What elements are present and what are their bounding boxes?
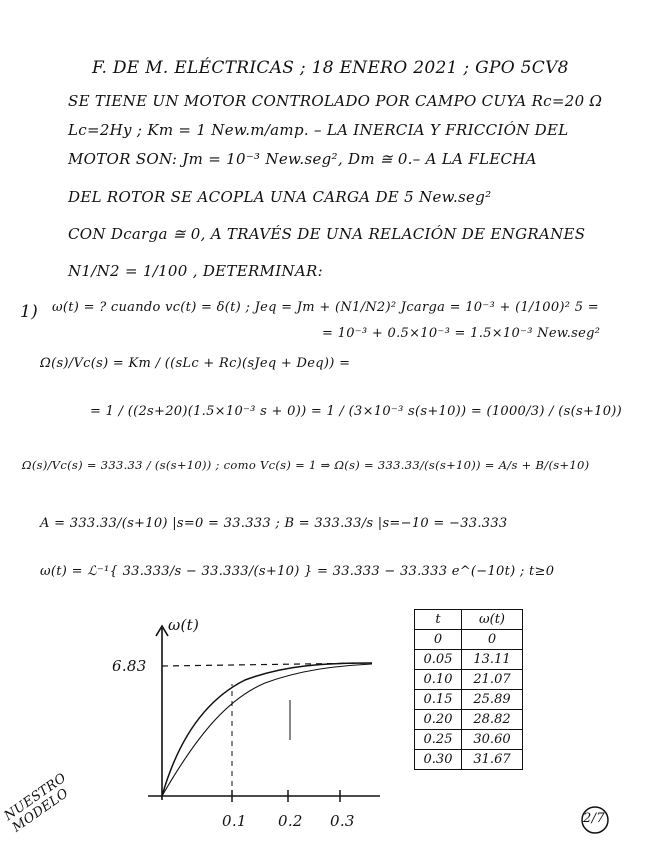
values-table bbox=[414, 609, 523, 770]
table-cell: 0.05 bbox=[415, 650, 462, 670]
margin-note: NUESTRO MODELO bbox=[1, 770, 72, 836]
table-row bbox=[415, 710, 523, 730]
table-header-cell: t bbox=[415, 610, 462, 630]
table-cell: 31.67 bbox=[462, 750, 523, 770]
statement-line: CON Dcarga ≅ 0, A TRAVÉS DE UNA RELACIÓN DE ENGRANES bbox=[68, 225, 586, 243]
page-title: F. DE M. ELÉCTRICAS ; 18 ENERO 2021 ; GPO 5CV8 bbox=[92, 58, 569, 78]
y-axis-label: ω(t) bbox=[168, 616, 200, 634]
table-cell: 21.07 bbox=[462, 670, 523, 690]
table-cell: 0.20 bbox=[415, 710, 462, 730]
statement-line: Lc=2Hy ; Km = 1 New.m/amp. – LA INERCIA Y FRICCIÓN DEL bbox=[68, 121, 569, 139]
table-cell: 0.25 bbox=[415, 730, 462, 750]
table-cell: 0.30 bbox=[415, 750, 462, 770]
table-row bbox=[415, 650, 523, 670]
table-row bbox=[415, 690, 523, 710]
y-marker-label: 6.83 bbox=[112, 657, 147, 675]
table-row bbox=[415, 750, 523, 770]
item-number: 1) bbox=[20, 302, 39, 322]
statement-line: N1/N2 = 1/100 , DETERMINAR: bbox=[68, 262, 323, 280]
solution-step: A = 333.33/(s+10) |s=0 = 33.333 ; B = 333.33/s |s=−10 = −33.333 bbox=[40, 516, 508, 531]
table-row bbox=[415, 670, 523, 690]
solution-step: ω(t) = ℒ⁻¹{ 33.333/s − 33.333/(s+10) } = 33.333 − 33.333 e^(−10t) ; t≥0 bbox=[40, 564, 555, 579]
table-row bbox=[415, 730, 523, 750]
solution-step: Ω(s)/Vc(s) = Km / ((sLc + Rc)(sJeq + Deq)) = bbox=[40, 356, 351, 371]
x-tick-label: 0.1 bbox=[222, 812, 247, 830]
table-cell: 0 bbox=[462, 630, 523, 650]
solution-step: = 1 / ((2s+20)(1.5×10⁻³ s + 0)) = 1 / (3×10⁻³ s(s+10)) = (1000/3) / (s(s+10)) bbox=[90, 404, 623, 419]
x-tick-label: 0.3 bbox=[330, 812, 355, 830]
solution-step: = 10⁻³ + 0.5×10⁻³ = 1.5×10⁻³ New.seg² bbox=[322, 326, 601, 341]
table-cell: 0.15 bbox=[415, 690, 462, 710]
solution-step: ω(t) = ? cuando vc(t) = δ(t) ; Jeq = Jm + (N1/N2)² Jcarga = 10⁻³ + (1/100)² 5 = bbox=[52, 300, 599, 315]
table-cell: 0.10 bbox=[415, 670, 462, 690]
x-tick-label: 0.2 bbox=[278, 812, 303, 830]
statement-line: SE TIENE UN MOTOR CONTROLADO POR CAMPO CUYA Rc=20 Ω bbox=[68, 92, 603, 110]
statement-line: MOTOR SON: Jm = 10⁻³ New.seg², Dm ≅ 0.– A LA FLECHA bbox=[68, 150, 537, 168]
table-cell: 0 bbox=[415, 630, 462, 650]
table-header-row bbox=[415, 610, 523, 630]
table-cell: 13.11 bbox=[462, 650, 523, 670]
page-number: 2/7 bbox=[583, 811, 605, 826]
table-cell: 25.89 bbox=[462, 690, 523, 710]
statement-line: DEL ROTOR SE ACOPLA UNA CARGA DE 5 New.seg² bbox=[68, 188, 492, 206]
table-cell: 28.82 bbox=[462, 710, 523, 730]
table-row bbox=[415, 630, 523, 650]
table-cell: 30.60 bbox=[462, 730, 523, 750]
table-header-cell: ω(t) bbox=[462, 610, 523, 630]
solution-step: Ω(s)/Vc(s) = 333.33 / (s(s+10)) ; como Vc(s) = 1 ⇒ Ω(s) = 333.33/(s(s+10)) = A/s + B/(s+10) bbox=[22, 458, 590, 472]
